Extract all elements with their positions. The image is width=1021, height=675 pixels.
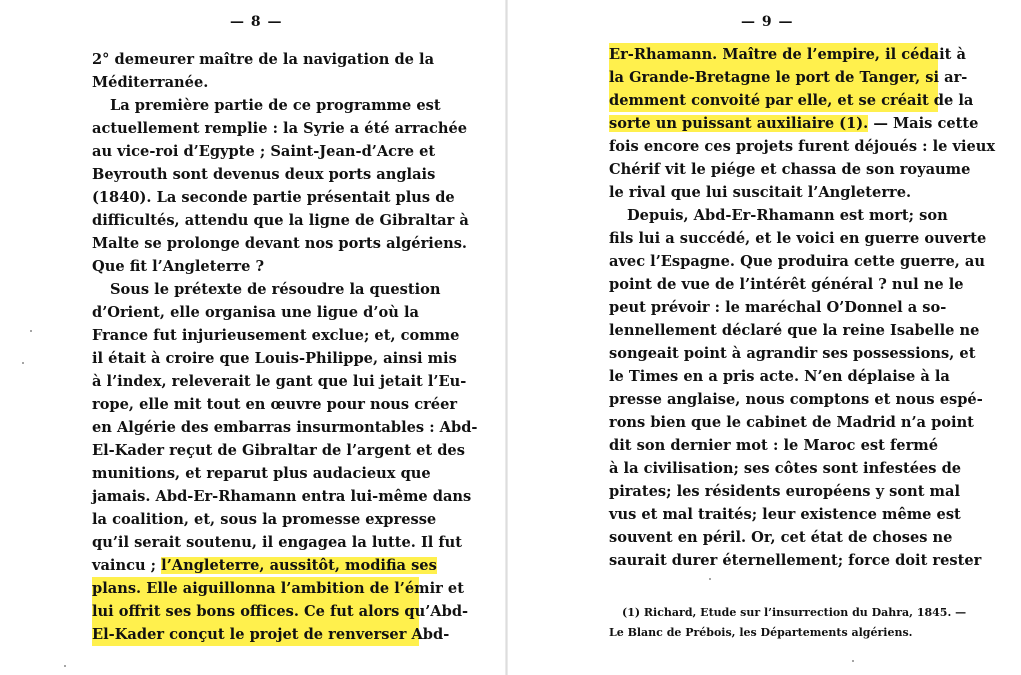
text-line: fois encore ces projets furent déjoués : le vieux — [609, 138, 996, 155]
highlighted-line: la Grande-Bretagne le port de Tanger, si ar- — [609, 66, 938, 89]
page-number-left: — 8 — — [230, 14, 283, 30]
right-page — [508, 0, 1021, 675]
left-page — [0, 0, 505, 675]
text-line: le rival que lui suscitait l’Angleterre. — [609, 184, 912, 201]
text-line: jamais. Abd-Er-Rhamann entra lui-même dans — [92, 488, 472, 505]
right-page-text — [609, 43, 996, 572]
text-line: La première partie de ce programme est — [110, 97, 441, 114]
text-line-split — [609, 112, 979, 135]
text-line: avec l’Espagne. Que produira cette guerre, au — [609, 253, 985, 270]
text-line: Sous le prétexte de résoudre la question — [110, 281, 441, 298]
text-line: rons bien que le cabinet de Madrid n’a point — [609, 414, 974, 431]
text-line: songeait point à agrandir ses possessions, et — [609, 345, 976, 362]
text-line: munitions, et reparut plus audacieux que — [92, 465, 431, 482]
text-line: souvent en péril. Or, cet état de choses ne — [609, 529, 953, 546]
text-line: Depuis, Abd-Er-Rhamann est mort; son — [627, 207, 948, 224]
text-line: le Times en a pris acte. N’en déplaise à la — [609, 368, 950, 385]
highlighted-line: lui offrit ses bons offices. Ce fut alors qu’Abd- — [92, 600, 419, 623]
paper-speck — [30, 330, 32, 332]
text-line: en Algérie des embarras insurmontables : Abd- — [92, 419, 478, 436]
text-plain-segment: — Mais cette — [873, 115, 979, 132]
left-page-text — [92, 48, 478, 646]
text-line: d’Orient, elle organisa une ligue d’où la — [92, 304, 419, 321]
paper-speck — [709, 578, 711, 580]
paper-speck — [22, 362, 24, 364]
highlighted-line: demment convoité par elle, et se créait de la — [609, 89, 938, 112]
text-line: Chérif vit le piége et chassa de son royaume — [609, 161, 971, 178]
text-line: El-Kader reçut de Gibraltar de l’argent et des — [92, 442, 465, 459]
text-line: actuellement remplie : la Syrie a été arrachée — [92, 120, 468, 137]
text-line-split — [92, 554, 437, 577]
text-line: presse anglaise, nous comptons et nous espé- — [609, 391, 983, 408]
paper-speck — [64, 665, 66, 667]
footnote-line: Le Blanc de Prébois, les Départements algériens. — [609, 626, 913, 639]
text-line: il était à croire que Louis-Philippe, ainsi mis — [92, 350, 457, 367]
text-line: Malte se prolonge devant nos ports algériens. — [92, 235, 468, 252]
text-line: 2° demeurer maître de la navigation de la — [92, 51, 435, 68]
text-line: lennellement déclaré que la reine Isabelle ne — [609, 322, 980, 339]
highlighted-line: plans. Elle aiguillonna l’ambition de l’émir et — [92, 577, 419, 600]
highlighted-line: Er-Rhamann. Maître de l’empire, il cédait à — [609, 43, 938, 66]
text-line: la coalition, et, sous la promesse expresse — [92, 511, 437, 528]
text-line: fils lui a succédé, et le voici en guerre ouverte — [609, 230, 987, 247]
text-plain-segment: vaincu ; — [92, 557, 157, 574]
text-line: vus et mal traités; leur existence même est — [609, 506, 961, 523]
text-line: à la civilisation; ses côtes sont infestées de — [609, 460, 962, 477]
footnote — [609, 603, 967, 643]
page-number-right: — 9 — — [741, 14, 794, 30]
text-line: (1840). La seconde partie présentait plus de — [92, 189, 455, 206]
text-line: à l’index, releverait le gant que lui jetait l’Eu- — [92, 373, 467, 390]
paper-speck — [852, 660, 854, 662]
text-line: France fut injurieusement exclue; et, comme — [92, 327, 460, 344]
text-line: saurait durer éternellement; force doit rester — [609, 552, 982, 569]
highlighted-segment: sorte un puissant auxiliaire (1). — [609, 115, 869, 132]
text-line: Que fit l’Angleterre ? — [92, 258, 265, 275]
text-line: difficultés, attendu que la ligne de Gibraltar à — [92, 212, 469, 229]
text-line: peut prévoir : le maréchal O’Donnel a so- — [609, 299, 947, 316]
footnote-line: (1) Richard, Etude sur l’insurrection du Dahra, 1845. — — [622, 606, 967, 619]
text-line: qu’il serait soutenu, il engagea la lutte. Il fut — [92, 534, 463, 551]
text-line: dit son dernier mot : le Maroc est fermé — [609, 437, 938, 454]
highlighted-segment: l’Angleterre, aussitôt, modifia ses — [161, 557, 437, 574]
text-line: point de vue de l’intérêt général ? nul ne le — [609, 276, 964, 293]
highlighted-line: El-Kader conçut le projet de renverser Abd- — [92, 623, 419, 646]
text-line: Beyrouth sont devenus deux ports anglais — [92, 166, 436, 183]
text-line: pirates; les résidents européens y sont mal — [609, 483, 960, 500]
text-line: Méditerranée. — [92, 74, 209, 91]
text-line: rope, elle mit tout en œuvre pour nous créer — [92, 396, 458, 413]
text-line: au vice-roi d’Egypte ; Saint-Jean-d’Acre et — [92, 143, 436, 160]
